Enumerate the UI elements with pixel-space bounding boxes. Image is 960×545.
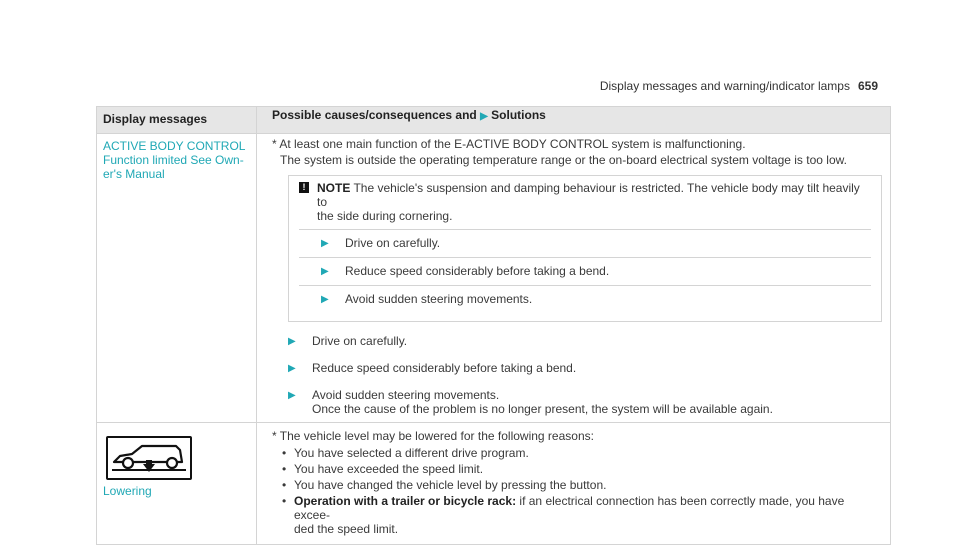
message-text: ACTIVE BODY CONTROL	[103, 139, 246, 153]
solution-step-text: Avoid sudden steering movements.	[312, 388, 500, 402]
reasons-list	[272, 446, 882, 536]
reason-text: You have selected a different drive program.	[294, 446, 529, 460]
cause-text: * The vehicle level may be lowered for the following reasons:	[272, 429, 594, 443]
cause-text: The system is outside the operating temperature range or the on-board electrical system voltage is too low.	[280, 153, 847, 167]
cause-text: * At least one main function of the E-ACTIVE BODY CONTROL system is malfunctioning.	[272, 137, 746, 151]
causes-header-prefix: Possible causes/consequences and	[272, 108, 477, 122]
list-item: • You have exceeded the speed limit.	[282, 462, 484, 476]
step-arrow-icon: ▶	[321, 238, 329, 249]
vehicle-lowering-icon	[106, 436, 192, 480]
step-arrow-icon: ▶	[321, 266, 329, 277]
list-item: • You have changed the vehicle level by pressing the button.	[282, 478, 607, 492]
table-header-row	[97, 107, 891, 134]
divider	[299, 285, 871, 286]
message-text: er's Manual	[103, 167, 165, 181]
causes-cell	[257, 423, 891, 545]
column-header-display-messages: Display messages	[97, 107, 257, 134]
list-item: • Operation with a trailer or bicycle rack: if an electrical connection has been correctly made, you have excee- ded the speed limit.	[282, 494, 882, 536]
note-box	[288, 175, 882, 322]
list-item: • You have selected a different drive program.	[282, 446, 529, 460]
solutions-header: Solutions	[491, 108, 546, 122]
note-text: the side during cornering.	[317, 209, 453, 223]
reason-text: You have exceeded the speed limit.	[294, 462, 484, 476]
reason-bold-text: Operation with a trailer or bicycle rack:	[294, 494, 517, 508]
solution-step	[288, 334, 882, 349]
divider	[299, 229, 871, 230]
page-number: 659	[857, 79, 878, 93]
message-cell	[97, 134, 257, 423]
display-messages-table	[96, 106, 891, 545]
reason-text: if an electrical connection has been correctly made, you have excee-	[294, 494, 845, 522]
message-text: Lowering	[103, 484, 152, 498]
note-header	[299, 181, 871, 223]
final-note-text: Once the cause of the problem is no longer present, the system will be available again.	[312, 402, 773, 416]
table-row	[97, 423, 891, 545]
note-step-text: Drive on carefully.	[345, 236, 441, 250]
reason-text: You have changed the vehicle level by pressing the button.	[294, 478, 607, 492]
divider	[299, 257, 871, 258]
note-label: NOTE	[317, 181, 351, 195]
step-arrow-icon: ▶	[288, 336, 296, 347]
solution-arrow-icon: ▶	[480, 111, 488, 122]
page-header-title: Display messages and warning/indicator lamps	[599, 79, 850, 93]
table-row	[97, 134, 891, 423]
solution-step	[288, 361, 882, 376]
warning-icon: !	[299, 182, 309, 193]
step-arrow-icon: ▶	[288, 363, 296, 374]
message-text: Function limited See Own-	[103, 153, 244, 167]
message-cell	[97, 423, 257, 545]
solution-step	[288, 388, 882, 416]
note-step-text: Reduce speed considerably before taking a bend.	[345, 264, 610, 278]
note-step	[321, 292, 871, 307]
solution-step-text: Reduce speed considerably before taking a bend.	[312, 361, 577, 375]
note-step-text: Avoid sudden steering movements.	[345, 292, 533, 306]
note-step	[321, 264, 871, 279]
reason-text: ded the speed limit.	[294, 522, 399, 536]
page-header	[600, 79, 878, 93]
step-arrow-icon: ▶	[288, 390, 296, 401]
note-text: The vehicle's suspension and damping behaviour is restricted. The vehicle body may tilt heavily to	[317, 181, 860, 209]
step-arrow-icon: ▶	[321, 294, 329, 305]
column-header-causes	[257, 107, 891, 134]
solution-step-text: Drive on carefully.	[312, 334, 408, 348]
note-step	[321, 236, 871, 251]
causes-cell	[257, 134, 891, 423]
